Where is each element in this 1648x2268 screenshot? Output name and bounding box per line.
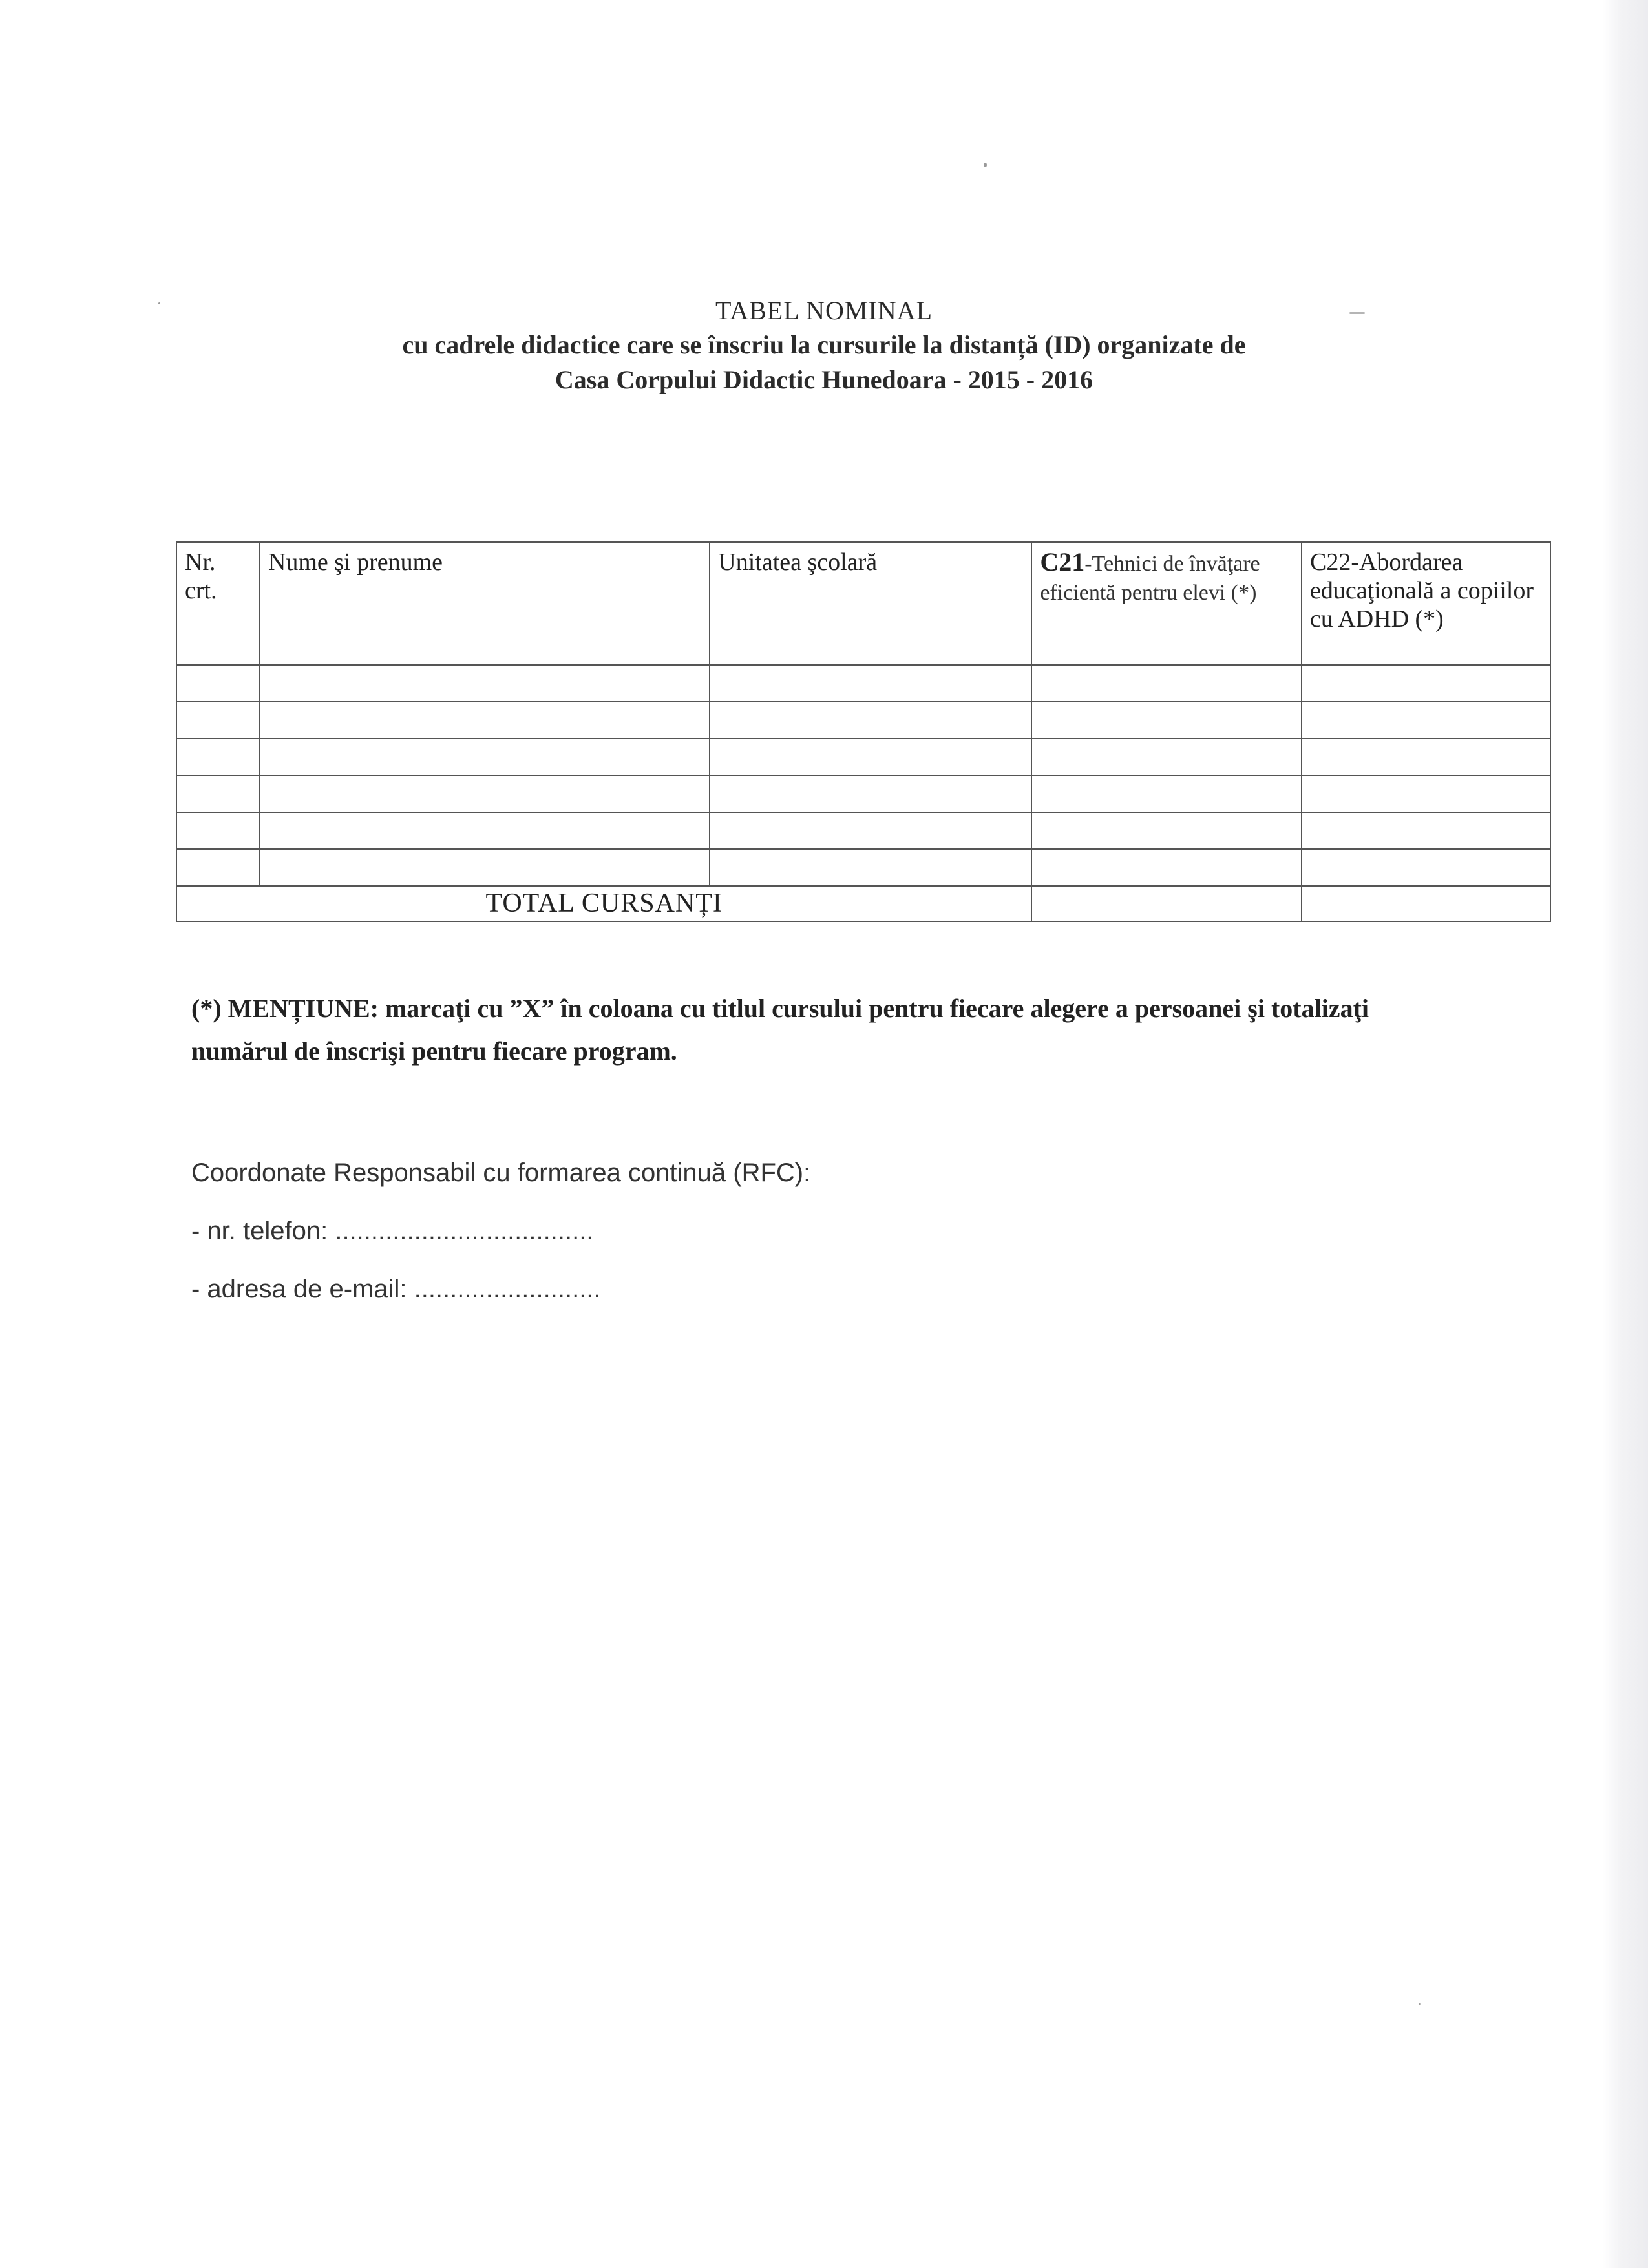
cell-nr[interactable]: [176, 849, 260, 886]
cell-nr[interactable]: [176, 812, 260, 849]
cell-name[interactable]: [260, 812, 710, 849]
header-course-c22: [1302, 542, 1550, 665]
table-row: [176, 849, 1550, 886]
enrollment-table: [176, 541, 1551, 922]
table-row: [176, 739, 1550, 775]
table-header-row: [176, 542, 1550, 665]
cell-c22[interactable]: [1302, 702, 1550, 739]
header-school-unit: [710, 542, 1031, 665]
cell-unit[interactable]: [710, 739, 1031, 775]
total-c22-cell[interactable]: [1302, 886, 1550, 921]
cell-name[interactable]: [260, 665, 710, 702]
cell-nr[interactable]: [176, 739, 260, 775]
scan-speck: [984, 163, 987, 167]
scan-speck: [1419, 2003, 1421, 2005]
cell-c22[interactable]: [1302, 775, 1550, 812]
cell-c22[interactable]: [1302, 849, 1550, 886]
cell-name[interactable]: [260, 702, 710, 739]
cell-c22[interactable]: [1302, 665, 1550, 702]
cell-name[interactable]: [260, 739, 710, 775]
cell-name[interactable]: [260, 849, 710, 886]
cell-unit[interactable]: [710, 665, 1031, 702]
document-title: TABEL NOMINAL: [715, 296, 933, 325]
cell-c21[interactable]: [1031, 849, 1302, 886]
total-trainees-text: TOTAL CURSANȚI: [485, 888, 723, 918]
cell-c22[interactable]: [1302, 739, 1550, 775]
document-subtitle-institution: Casa Corpului Didactic Hunedoara - 2015 - 2016: [555, 365, 1093, 394]
table-row: [176, 812, 1550, 849]
rfc-contact-block: [191, 1157, 810, 1331]
table-row: [176, 665, 1550, 702]
document-header: [0, 294, 1648, 397]
header-nr-crt: [176, 542, 260, 665]
rfc-email-field[interactable]: - adresa de e-mail: ..........................: [191, 1275, 601, 1303]
rfc-heading: Coordonate Responsabil cu formarea continuă (RFC):: [191, 1159, 811, 1187]
cell-c21[interactable]: [1031, 812, 1302, 849]
cell-unit[interactable]: [710, 812, 1031, 849]
cell-c21[interactable]: [1031, 739, 1302, 775]
total-c21-cell[interactable]: [1031, 886, 1302, 921]
cell-c21[interactable]: [1031, 702, 1302, 739]
header-name: [260, 542, 710, 665]
cell-name[interactable]: [260, 775, 710, 812]
cell-nr[interactable]: [176, 775, 260, 812]
header-course-c21: [1031, 542, 1302, 665]
cell-c22[interactable]: [1302, 812, 1550, 849]
header-school-unit-label: Unitatea şcolară: [718, 549, 878, 576]
cell-unit[interactable]: [710, 849, 1031, 886]
course-c21-title: -Tehnici de învăţare eficientă pentru elevi (*): [1040, 552, 1260, 605]
header-nr-crt-label: Nr. crt.: [185, 549, 217, 604]
rfc-phone-field[interactable]: - nr. telefon: ....................................: [191, 1217, 594, 1245]
cell-unit[interactable]: [710, 775, 1031, 812]
course-c22-title: C22-Abordarea educaţională a copiilor cu ADHD (*): [1309, 549, 1534, 633]
cell-nr[interactable]: [176, 665, 260, 702]
cell-c21[interactable]: [1031, 775, 1302, 812]
table-row: [176, 702, 1550, 739]
header-name-label: Nume şi prenume: [268, 549, 443, 576]
cell-nr[interactable]: [176, 702, 260, 739]
cell-c21[interactable]: [1031, 665, 1302, 702]
course-c21-code: C21: [1040, 547, 1085, 576]
table-total-row: [176, 886, 1550, 921]
mention-note: (*) MENȚIUNE: marcaţi cu ”X” în coloana cu titlul cursului pentru fiecare alegere a persoanei şi totalizaţi numărul de înscrişi pentru fiecare program.: [191, 994, 1369, 1066]
document-subtitle: cu cadrele didactice care se înscriu la cursurile la distanță (ID) organizate de: [402, 330, 1246, 359]
total-trainees-label: [176, 886, 1031, 921]
cell-unit[interactable]: [710, 702, 1031, 739]
table-row: [176, 775, 1550, 812]
